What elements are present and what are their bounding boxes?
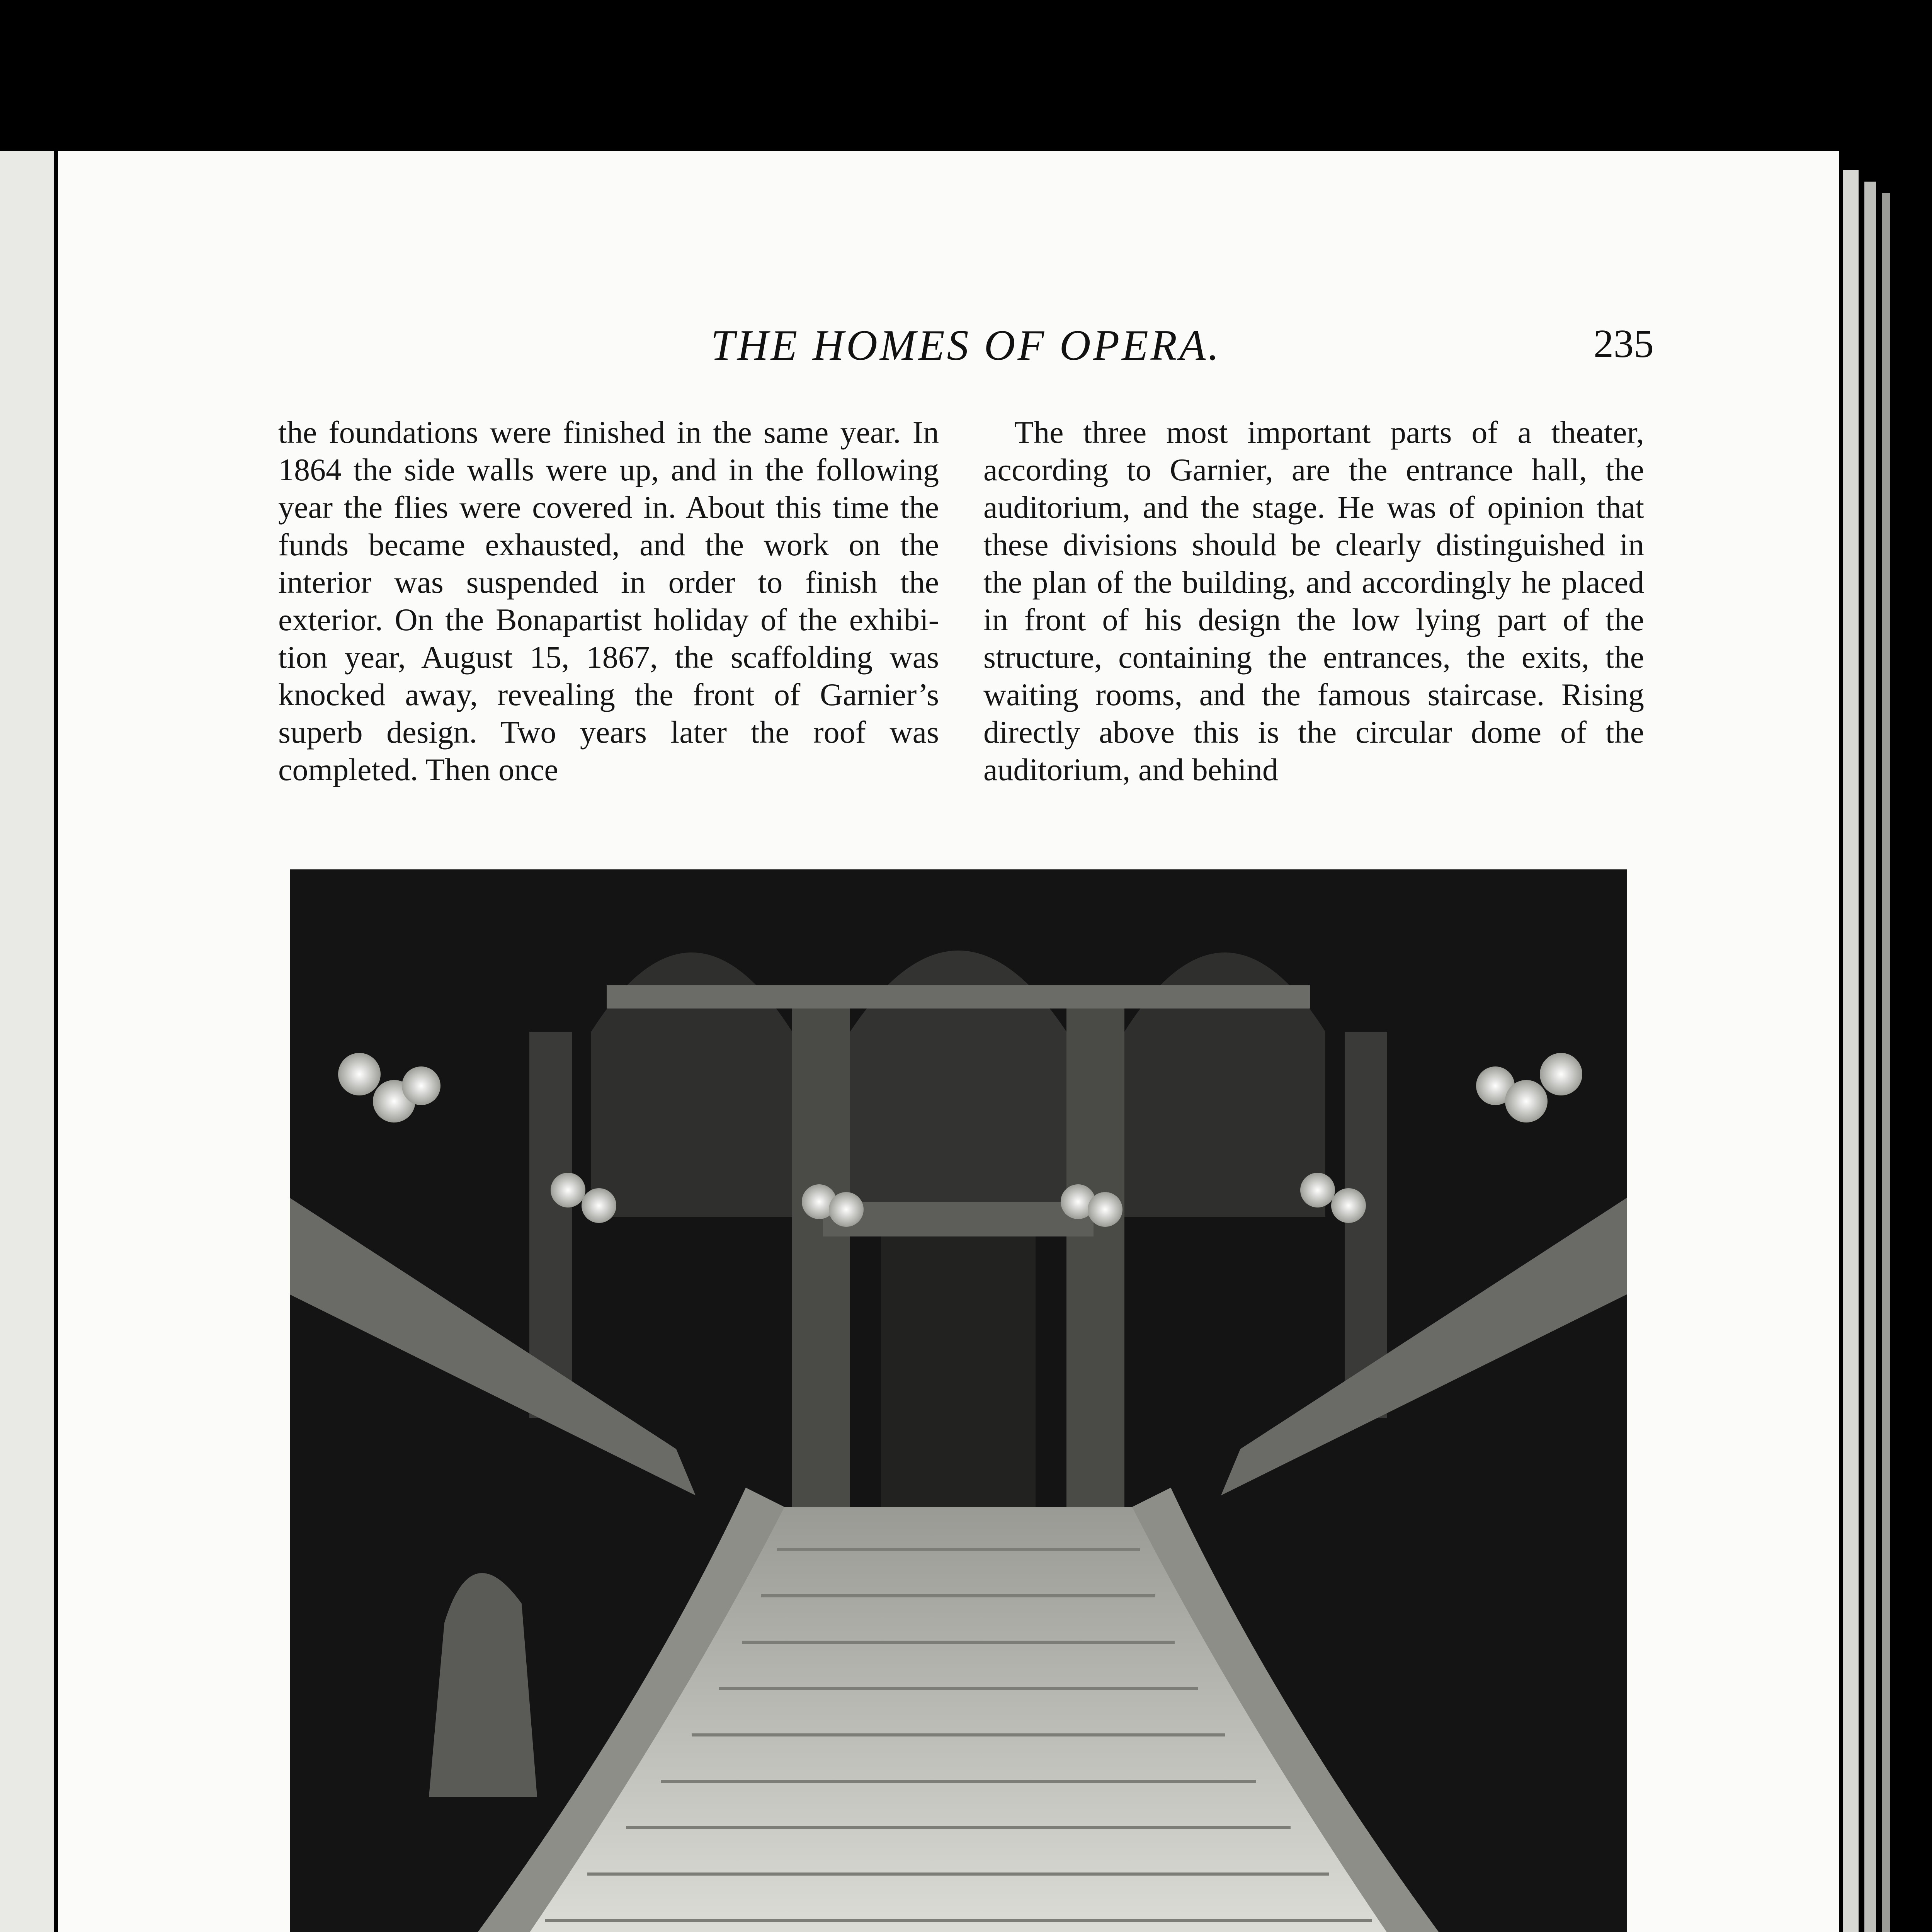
page-stack-edge [1882,193,1890,1932]
page-number: 235 [1594,321,1654,366]
running-head: THE HOMES OF OPERA. [711,321,1221,369]
page-stack-edge [1843,170,1859,1932]
staircase-photograph [290,869,1627,1932]
paragraph: the foundations were finished in the same year. In 1864 the side walls were up, and in the following year the flies were covered in. About this time the funds became exhausted, and the work on the interior was suspended in order to finish the exterior. On the Bonapartist holiday of the exhibition year, August 15, 1867, the scaffolding was knocked away, revealing the front of Garnier’s superb design. Two years later the roof was completed. Then once [278,415,939,787]
page-stack-edge [1864,182,1876,1932]
column-top-right [983,413,1644,831]
paragraph: The three most important parts of a theater, according to Garnier, are the entrance hall, the auditorium, and the stage. He was of opinion that these divisions should be clearly distinguished in the plan of the building, and accordingly he placed in front of his design the low lying part of the structure, containing the entrances, the exits, the waiting rooms, and the famous staircase. Rising directly above this is the circular dome of the auditorium, and behind [983,415,1644,787]
column-top-left [278,413,939,831]
adjacent-page-edge [0,151,61,1932]
